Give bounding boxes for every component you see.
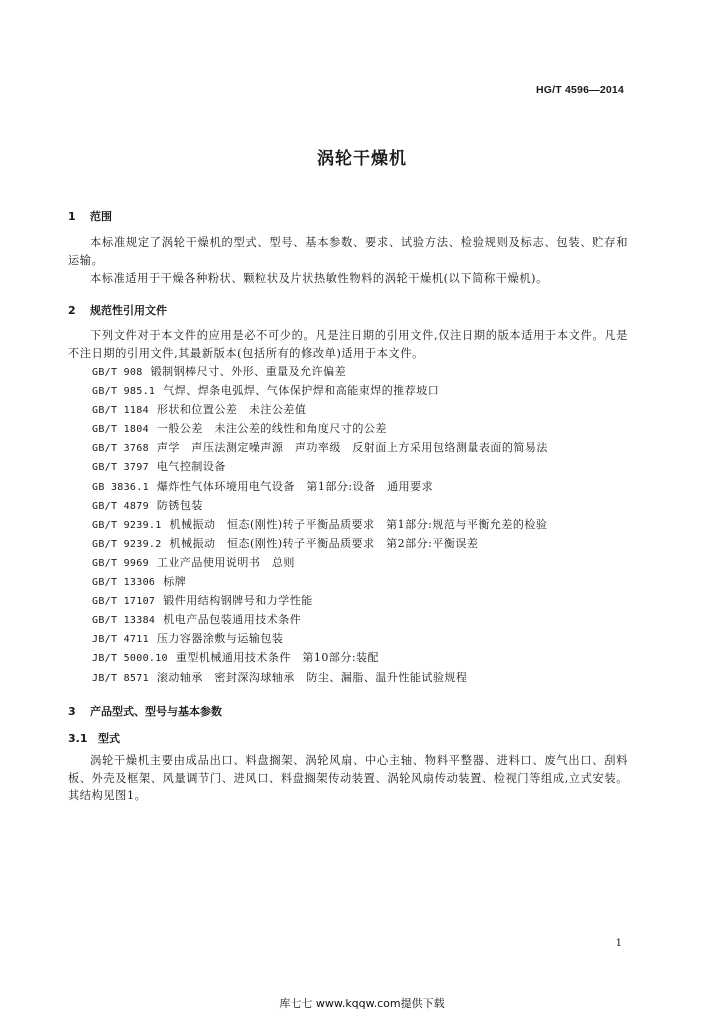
reference-title: 标牌 <box>163 575 187 589</box>
scope-paragraph-2: 本标准适用于干燥各种粉状、颗粒状及片状热敏性物料的涡轮干燥机(以下简称干燥机)。 <box>90 272 548 285</box>
section-1-heading <box>68 208 112 224</box>
reference-item <box>92 496 548 515</box>
reference-title: 形状和位置公差 未注公差值 <box>156 403 307 417</box>
reference-item <box>92 668 548 687</box>
reference-code: GB/T 3768 <box>92 443 149 455</box>
reference-item <box>92 477 548 496</box>
reference-code: JB/T 5000.10 <box>92 653 168 665</box>
section-number: 2 <box>68 304 76 317</box>
reference-title: 机械振动 恒态(刚性)转子平衡品质要求 第1部分:规范与平衡允差的检验 <box>169 517 548 531</box>
document-title: 涡轮干燥机 <box>317 149 407 169</box>
section-number: 1 <box>68 210 76 223</box>
reference-code: GB/T 9239.1 <box>92 519 162 531</box>
reference-list <box>92 362 548 687</box>
reference-title: 重型机械通用技术条件 第10部分:装配 <box>175 651 380 665</box>
section-2-heading <box>68 302 167 318</box>
reference-title: 电气控制设备 <box>156 460 226 474</box>
reference-item <box>92 515 548 534</box>
reference-item <box>92 553 548 572</box>
reference-code: GB/T 9969 <box>92 557 149 569</box>
reference-title: 压力容器涂敷与运输包装 <box>156 632 284 646</box>
reference-item <box>92 629 548 648</box>
reference-title: 机械振动 恒态(刚性)转子平衡品质要求 第2部分:平衡误差 <box>169 536 479 550</box>
reference-code: GB/T 13384 <box>92 615 156 627</box>
reference-title: 锻制钢棒尺寸、外形、重量及允许偏差 <box>150 365 347 378</box>
reference-title: 滚动轴承 密封深沟球轴承 防尘、漏脂、温升性能试验规程 <box>156 670 468 684</box>
reference-item <box>92 400 548 419</box>
page-number: 1 <box>615 938 622 949</box>
section-title: 型式 <box>98 732 120 745</box>
scope-paragraph-1: 本标准规定了涡轮干燥机的型式、型号、基本参数、要求、试验方法、检验规则及标志、包装、贮存和运输。 <box>68 236 628 267</box>
type-paragraph: 涡轮干燥机主要由成品出口、料盘搁架、涡轮风扇、中心主轴、物料平整器、进料口、废气出口、刮料板、外壳及框架、风量调节门、进风口、料盘搁架传动装置、涡轮风扇传动装置、检视门等组成,立式安装。其结构见图1。 <box>68 754 628 802</box>
standard-number: HG/T 4596—2014 <box>535 84 624 96</box>
reference-code: JB/T 4711 <box>92 634 149 646</box>
section-title: 范围 <box>90 210 112 223</box>
section-3-heading <box>68 703 222 719</box>
reference-item <box>92 572 548 591</box>
section-3-1-heading <box>68 730 120 746</box>
section-title: 规范性引用文件 <box>90 304 167 317</box>
reference-title: 防锈包装 <box>156 498 203 512</box>
section-number: 3 <box>68 705 76 718</box>
reference-title: 一般公差 未注公差的线性和角度尺寸的公差 <box>156 422 387 436</box>
reference-code: GB 3836.1 <box>92 481 149 493</box>
reference-title: 机电产品包装通用技术条件 <box>163 613 302 627</box>
reference-title: 气焊、焊条电弧焊、气体保护焊和高能束焊的推荐坡口 <box>163 384 440 398</box>
reference-item <box>92 457 548 476</box>
section-title: 产品型式、型号与基本参数 <box>90 705 222 718</box>
reference-item <box>92 591 548 610</box>
reference-title: 爆炸性气体环境用电气设备 第1部分:设备 通用要求 <box>156 479 434 493</box>
reference-code: JB/T 8571 <box>92 672 149 684</box>
reference-title: 锻件用结构钢牌号和力学性能 <box>163 594 313 608</box>
reference-code: GB/T 4879 <box>92 500 149 512</box>
reference-item <box>92 438 548 457</box>
reference-code: GB/T 13306 <box>92 577 156 589</box>
reference-code: GB/T 9239.2 <box>92 538 162 550</box>
reference-title: 声学 声压法测定噪声源 声功率级 反射面上方采用包络测量表面的简易法 <box>156 441 548 455</box>
reference-code: GB/T 1184 <box>92 405 149 417</box>
section-number: 3.1 <box>68 732 88 745</box>
reference-item <box>92 381 548 400</box>
normative-intro: 下列文件对于本文件的应用是必不可少的。凡是注日期的引用文件,仅注日期的版本适用于本文件。凡是不注日期的引用文件,其最新版本(包括所有的修改单)适用于本文件。 <box>68 329 628 360</box>
reference-item <box>92 648 548 667</box>
reference-code: GB/T 17107 <box>92 596 156 608</box>
reference-item <box>92 534 548 553</box>
reference-code: GB/T 3797 <box>92 462 149 474</box>
reference-code: GB/T 1804 <box>92 424 149 436</box>
reference-code: GB/T 985.1 <box>92 386 156 398</box>
download-watermark: 库七七 www.kqqw.com提供下载 <box>279 997 445 1010</box>
reference-item <box>92 362 548 381</box>
reference-item <box>92 610 548 629</box>
reference-title: 工业产品使用说明书 总则 <box>156 555 295 569</box>
reference-item <box>92 419 548 438</box>
reference-code: GB/T 908 <box>92 367 143 378</box>
